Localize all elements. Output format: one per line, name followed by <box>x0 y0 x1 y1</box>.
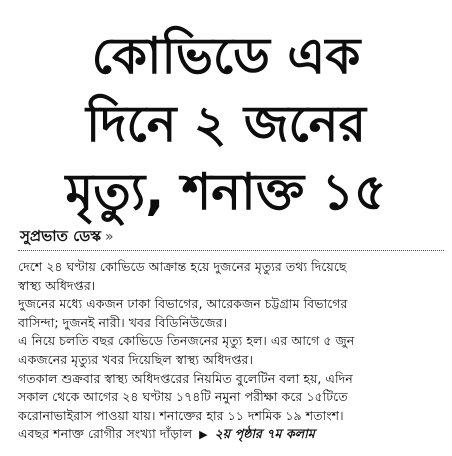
headline-line-2: দিনে ২ জনের <box>85 95 366 153</box>
continuation-jump-link[interactable]: ২য় পৃষ্ঠার ৭ম কলাম <box>214 426 315 442</box>
body-line: গতকাল শুক্রবার স্বাস্থ্য অধিদপ্তরের নিয়মিত বুলেটিন বলা হয়, এদিন <box>18 370 353 386</box>
headline-line-1: কোভিডে এক <box>91 27 361 85</box>
body-line: দেশে ২৪ ঘণ্টায় কোভিডে আক্রান্ত হয়ে দুজনের মৃত্যুর তথ্য দিয়েছে <box>18 259 347 274</box>
body-line: স্বাস্থ্য অধিদপ্তর। <box>18 277 96 293</box>
byline-divider <box>18 250 444 251</box>
byline-label: সুপ্রভাত ডেস্ক <box>20 227 102 245</box>
byline <box>20 226 114 247</box>
body-line: বাসিন্দা; দুজনই নারী। খবর বিডিনিউজের। <box>18 314 228 330</box>
play-triangle-icon: ▶ <box>199 428 208 442</box>
headline-line-3: মৃত্যু, শনাক্ত ১৫ <box>65 163 387 221</box>
body-line: এ নিয়ে চলতি বছর কোভিডে তিনজনের মৃত্যু হল। এর আগে ৫ জুন <box>18 333 355 349</box>
headline <box>0 22 452 226</box>
body-last-line <box>18 425 448 445</box>
article-body <box>18 258 448 445</box>
chevron-right-icon: » <box>105 229 114 245</box>
body-line-text: এবছর শনাক্ত রোগীর সংখ্যা দাঁড়াল <box>18 426 193 442</box>
body-line: করোনাভাইরাস পাওয়া যায়। শনাক্তের হার ১১ দশমিক ১৯ শতাংশ। <box>18 407 344 423</box>
body-line: সকাল থেকে আগের ২৪ ঘণ্টায় ১৭৪টি নমুনা পরীক্ষা করে ১৫টিতে <box>18 389 348 405</box>
body-line: একজনের মৃত্যুর খবর দিয়েছিল স্বাস্থ্য অধিদপ্তর। <box>18 351 253 367</box>
body-line: দুজনের মধ্যে একজন ঢাকা বিভাগের, আরেকজন চট্টগ্রাম বিভাগের <box>18 296 348 312</box>
